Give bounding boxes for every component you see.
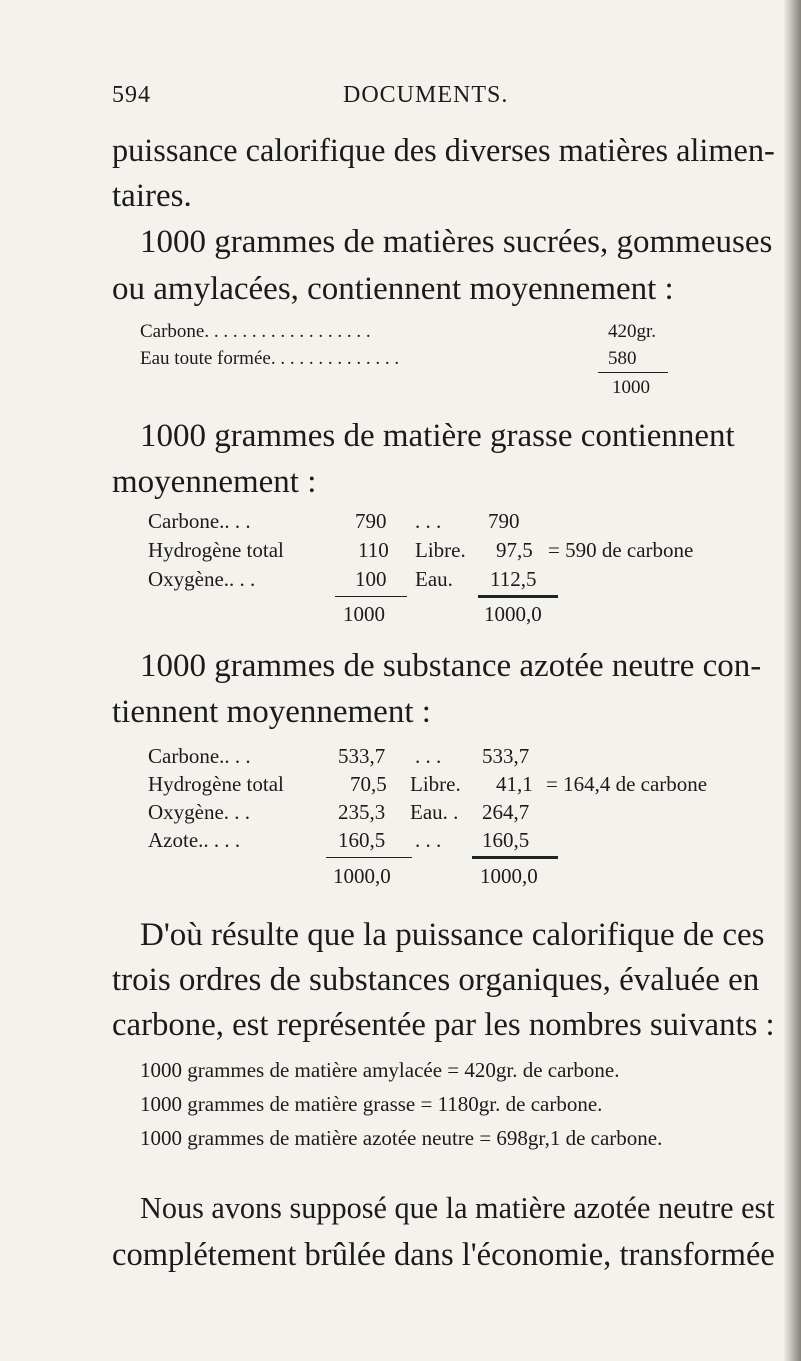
fat-row-form: Libre. <box>415 538 466 562</box>
final-line-1: Nous avons supposé que la matière azotée neutre est <box>140 1191 775 1225</box>
fat-row-total-weight: 100 <box>355 567 387 591</box>
nitro-row-form: . . . <box>415 828 442 852</box>
nitro-row-label: Oxygène. . . <box>148 800 251 824</box>
fat-total-rule <box>335 596 407 597</box>
fat-total-split-weight: 1000,0 <box>484 602 542 626</box>
intro-line-1: puissance calorifique des diverses matières alimen- <box>112 132 775 168</box>
nitro-row-form: Libre. <box>410 772 461 796</box>
nitro-total-split-weight: 1000,0 <box>480 864 538 888</box>
conclusion-line-1: D'où résulte que la puissance calorifique de ces <box>140 917 765 953</box>
nitro-row-form: . . . <box>415 744 442 768</box>
nitro-heading-line-1: 1000 grammes de substance azotée neutre con- <box>140 648 762 684</box>
nitro-row-total-weight: 533,7 <box>338 744 386 768</box>
nitro-total-weight: 1000,0 <box>333 864 391 888</box>
sugar-row-eau-label: Eau toute formée. . . . . . . . . . . . . . <box>140 348 400 369</box>
nitro-row-split-weight: 41,1 <box>496 772 533 796</box>
fat-row-label: Carbone.. . . <box>148 509 251 533</box>
nitro-row-form: Eau. . <box>410 800 459 824</box>
sugar-row-eau-value: 580 <box>608 348 637 369</box>
conclusion-line-3: carbone, est représentée par les nombres suivants : <box>112 1007 775 1043</box>
nitro-row-carbon-equivalent: = 164,4 de carbone <box>546 772 708 796</box>
fat-row-label: Hydrogène total <box>148 538 284 562</box>
nitro-row-label: Carbone.. . . <box>148 744 251 768</box>
fat-row-label: Oxygène.. . . <box>148 567 256 591</box>
fat-row-form: Eau. <box>415 567 453 591</box>
nitro-row-total-weight: 70,5 <box>350 772 387 796</box>
conclusion-line-2: trois ordres de substances organiques, évaluée en <box>112 962 760 998</box>
fat-row-split-weight: 790 <box>488 509 520 533</box>
fat-heading-line-2: moyennement : <box>112 464 317 500</box>
nitro-row-split-weight: 264,7 <box>482 800 530 824</box>
sugar-heading-line-2: ou amylacées, contiennent moyennement : <box>112 271 674 307</box>
nitro-row-total-weight: 160,5 <box>338 828 386 852</box>
sugar-row-carbone-label: Carbone. . . . . . . . . . . . . . . . . . <box>140 321 371 342</box>
fat-row-total-weight: 110 <box>358 538 389 562</box>
result-item-grasse: 1000 grammes de matière grasse = 1180gr. de carbone. <box>140 1092 603 1116</box>
fat-row-carbon-equivalent: = 590 de carbone <box>548 538 694 562</box>
fat-total-weight: 1000 <box>343 602 385 626</box>
sugar-total-rule <box>598 372 668 373</box>
fat-row-split-weight: 112,5 <box>490 567 537 591</box>
nitro-total-rule <box>326 857 412 858</box>
fat-heading-line-1: 1000 grammes de matière grasse contiennent <box>140 418 735 454</box>
sugar-heading-line-1: 1000 grammes de matières sucrées, gommeuses <box>140 224 773 260</box>
final-line-2: complétement brûlée dans l'économie, transformée <box>112 1237 775 1273</box>
fat-row-split-weight: 97,5 <box>496 538 533 562</box>
sugar-total: 1000 <box>612 377 650 398</box>
nitro-row-total-weight: 235,3 <box>338 800 386 824</box>
running-title: DOCUMENTS. <box>343 82 509 108</box>
nitro-total-rule <box>472 856 558 859</box>
page-edge-shadow <box>783 0 801 1361</box>
intro-line-2: taires. <box>112 178 192 214</box>
nitro-heading-line-2: tiennent moyennement : <box>112 694 431 730</box>
nitro-row-split-weight: 533,7 <box>482 744 530 768</box>
fat-total-rule <box>478 595 558 598</box>
fat-row-total-weight: 790 <box>355 509 387 533</box>
sugar-row-carbone-value: 420gr. <box>608 321 657 342</box>
page-number: 594 <box>112 82 151 108</box>
nitro-row-split-weight: 160,5 <box>482 828 530 852</box>
nitro-row-label: Hydrogène total <box>148 772 284 796</box>
result-item-amylacee: 1000 grammes de matière amylacée = 420gr. de carbone. <box>140 1058 620 1082</box>
nitro-row-label: Azote.. . . . <box>148 828 241 852</box>
result-item-azotee: 1000 grammes de matière azotée neutre = 698gr,1 de carbone. <box>140 1126 663 1150</box>
fat-row-form: . . . <box>415 509 442 533</box>
